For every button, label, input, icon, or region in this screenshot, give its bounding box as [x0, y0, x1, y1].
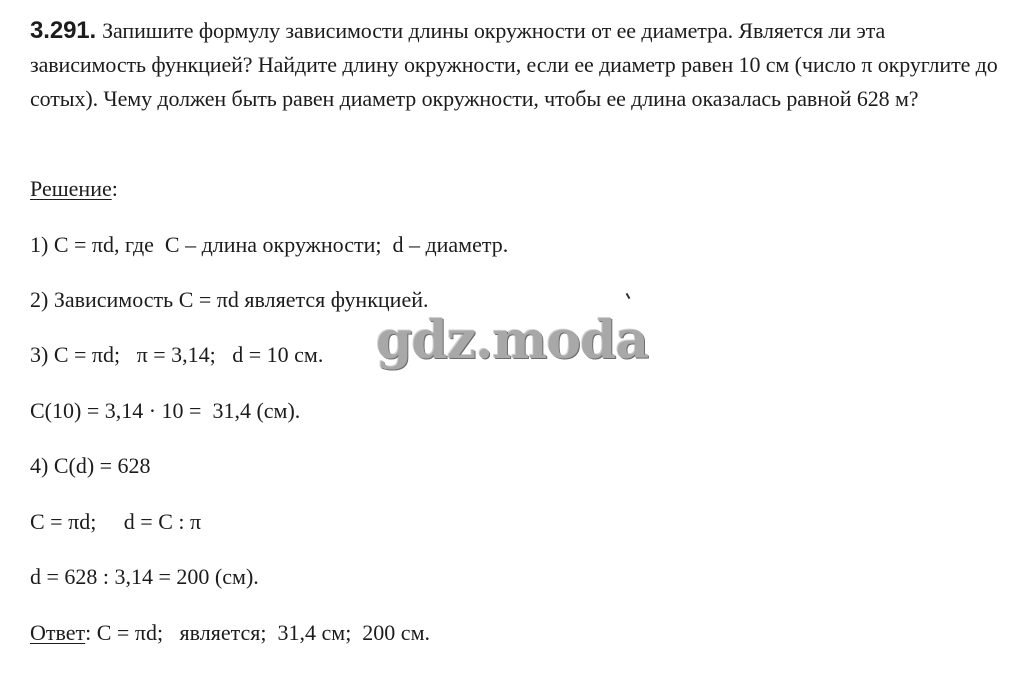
solution-line-1: 1) C = πd, где C – длина окружности; d – диаметр. — [30, 232, 509, 257]
answer-label: Ответ — [30, 620, 86, 645]
solution-line-7: d = 628 : 3,14 = 200 (см). — [30, 564, 259, 589]
scan-speck — [626, 293, 631, 299]
solution-heading-line — [30, 175, 118, 203]
problem-statement — [30, 14, 1002, 116]
solution-line-5: 4) C(d) = 628 — [30, 453, 151, 478]
solution-line-4: C(10) = 3,14 · 10 = 31,4 (см). — [30, 398, 301, 423]
solution-line-3: 3) C = πd; π = 3,14; d = 10 см. — [30, 342, 324, 367]
answer-text: : C = πd; является; 31,4 см; 200 см. — [85, 620, 430, 645]
watermark: gdz.moda — [376, 310, 649, 371]
problem-text: Запишите формулу зависимости длины окружности от ее диаметра. Является ли эта зависимость функцией? Найдите длину окружности, если ее диаметр равен 10 см (число π округлите до сотых). Чему должен быть равен диаметр окружности, чтобы ее длина оказалась равной 628 м? — [30, 18, 998, 111]
solution-heading: Решение — [30, 176, 112, 201]
answer-line — [30, 619, 430, 647]
solution-line-6: C = πd; d = C : π — [30, 509, 202, 534]
solution-heading-colon: : — [111, 176, 118, 201]
solution-line-2: 2) Зависимость C = πd является функцией. — [30, 287, 429, 312]
problem-number: 3.291. — [30, 17, 97, 44]
